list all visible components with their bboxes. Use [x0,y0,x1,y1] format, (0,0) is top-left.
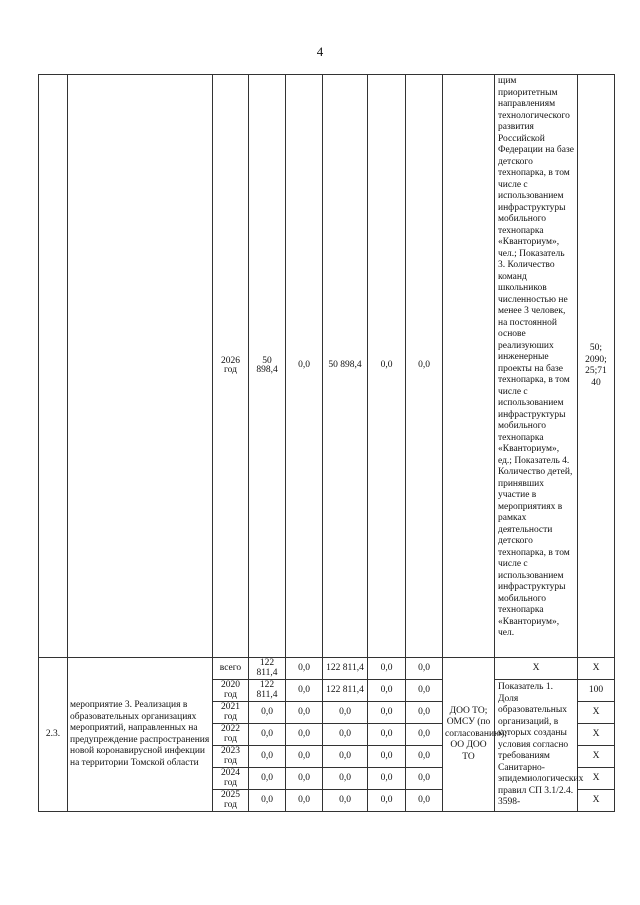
cell-indicator-value: X [578,768,615,790]
cell-regional: 0,0 [323,790,368,812]
cell-total: 0,0 [249,768,286,790]
table-row [39,658,615,680]
cell-extra: 0,0 [406,768,443,790]
cell-fed: 0,0 [286,768,323,790]
cell-extra: 0,0 [406,746,443,768]
cell-executor: ДОО ТО; ОМСУ (по согласованию); ОО ДОО ТО [443,658,495,812]
cell-indicator-values: 50; 2090; 25;71 40 [578,75,615,658]
cell-extra: 0,0 [406,658,443,680]
cell-title: мероприятие 3. Реализация в образовательных организациях мероприятий, направленных на предупреждение распространения новой коронавирусной инфекции на территории Томской области [68,658,213,812]
cell-total: 0,0 [249,724,286,746]
cell-year: всего [213,658,249,680]
cell-regional: 122 811,4 [323,680,368,702]
cell-executor [443,75,495,658]
cell-fed: 0,0 [286,680,323,702]
cell-total: 122 811,4 [249,658,286,680]
cell-fed: 0,0 [286,658,323,680]
cell-extra: 0,0 [406,724,443,746]
cell-extra: 0,0 [406,680,443,702]
cell-regional: 0,0 [323,724,368,746]
cell-year: 2022 год [213,724,249,746]
cell-local: 0,0 [368,75,406,658]
program-table [38,74,615,812]
cell-indicator-value: X [578,746,615,768]
cell-local: 0,0 [368,768,406,790]
cell-number: 2.3. [39,658,68,812]
cell-extra: 0,0 [406,702,443,724]
cell-title [68,75,213,658]
cell-total: 0,0 [249,746,286,768]
cell-local: 0,0 [368,658,406,680]
cell-indicator-value: 100 [578,680,615,702]
continuation-row [39,75,615,658]
cell-year: 2020 год [213,680,249,702]
cell-indicator-value: X [578,658,615,680]
cell-regional: 0,0 [323,746,368,768]
cell-year: 2025 год [213,790,249,812]
cell-local: 0,0 [368,702,406,724]
cell-year: 2021 год [213,702,249,724]
cell-fed: 0,0 [286,724,323,746]
cell-year: 2026 год [213,75,249,658]
cell-fed: 0,0 [286,746,323,768]
cell-year: 2024 год [213,768,249,790]
cell-total: 122 811,4 [249,680,286,702]
cell-regional: 0,0 [323,768,368,790]
cell-local: 0,0 [368,680,406,702]
cell-extra: 0,0 [406,790,443,812]
cell-indicator-value: X [578,724,615,746]
cell-local: 0,0 [368,724,406,746]
cell-local: 0,0 [368,746,406,768]
cell-indicator-value: X [578,790,615,812]
page-number: 4 [316,44,324,59]
cell-total: 0,0 [249,702,286,724]
cell-extra: 0,0 [406,75,443,658]
cell-regional: 0,0 [323,702,368,724]
cell-regional: 50 898,4 [323,75,368,658]
cell-indicator-description: щим приоритетным направлениям технологического развития Российской Федерации на базе детского технопарка, в том числе с использованием инфраструктуры мобильного технопарка «Кванториум», чел.; Показатель 3. Количество команд школьников численностью не менее 3 человек, на постоянной основе реализуюших инженерные проекты на базе технопарка, в том числе с использованием инфраструктуры мобильного технопарка «Кванториум», ед.; Показатель 4. Количество детей, принявших участие в мероприятиях в рамках деятельности детского технопарка, в том числе с использованием инфраструктуры мобильного технопарка «Кванториум», чел. [495,75,578,658]
cell-fed: 0,0 [286,702,323,724]
cell-indicator-value: X [578,702,615,724]
cell-year: 2023 год [213,746,249,768]
cell-regional: 122 811,4 [323,658,368,680]
cell-local: 0,0 [368,790,406,812]
cell-fed: 0,0 [286,790,323,812]
cell-number [39,75,68,658]
cell-fed: 0,0 [286,75,323,658]
cell-indicator-x: X [495,658,578,680]
cell-total: 50 898,4 [249,75,286,658]
cell-total: 0,0 [249,790,286,812]
cell-indicator-description: Показатель 1. Доля образовательных организаций, в которых созданы условия согласно требованиям Санитарно-эпидемиологических правил СП 3.1/2.4. 3598- [495,680,578,812]
